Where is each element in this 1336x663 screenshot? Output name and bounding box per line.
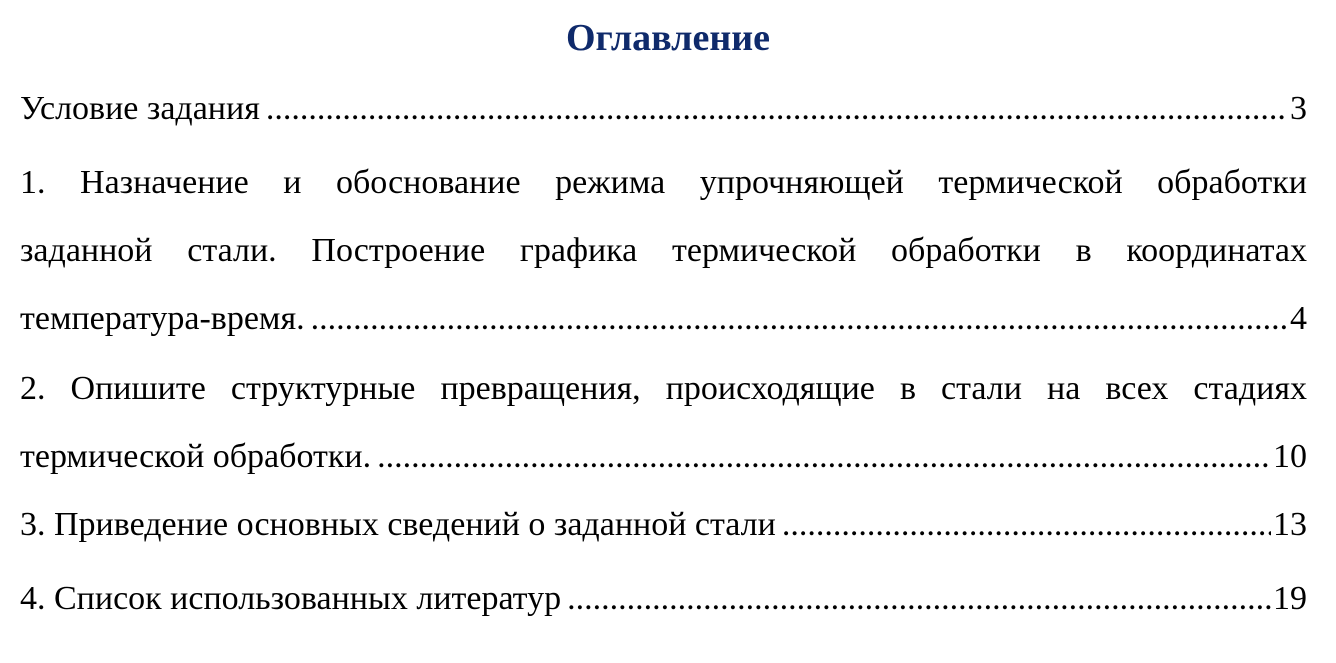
dot-leader: [311, 294, 1288, 344]
toc-entry-text: 3. Приведение основных сведений о заданной стали: [20, 506, 776, 543]
toc-entry-text: Условие задания: [20, 90, 260, 127]
toc-page-number: 19: [1273, 580, 1307, 617]
toc-page-number: 10: [1273, 438, 1307, 475]
dot-leader: [567, 574, 1271, 624]
toc-page-number: 3: [1290, 90, 1307, 127]
toc-title: Оглавление: [565, 17, 771, 59]
dot-leader: [377, 432, 1271, 482]
toc-page-number: 4: [1290, 300, 1307, 337]
dot-leader: [782, 500, 1271, 550]
toc-entry-text: 4. Список использованных литератур: [20, 580, 562, 617]
toc-entry-line[interactable]: 1. Назначение и обоснование режима упрочняющей термической обработки: [20, 164, 1307, 201]
toc-entry-condition[interactable]: [20, 84, 1307, 134]
dot-leader: [266, 84, 1288, 134]
toc-entry-text: температура-время.: [20, 300, 305, 337]
toc-entry-line[interactable]: заданной стали. Построение графика термической обработки в координатах: [20, 232, 1307, 269]
toc-entry-steel-info[interactable]: [20, 500, 1307, 550]
toc-entry-line[interactable]: 2. Опишите структурные превращения, происходящие в стали на всех стадиях: [20, 370, 1307, 407]
toc-entry-structural-transformations[interactable]: [20, 432, 1307, 482]
toc-entry-heat-treatment[interactable]: [20, 294, 1307, 344]
toc-page-number: 13: [1273, 506, 1307, 543]
toc-entry-text: термической обработки.: [20, 438, 372, 475]
toc-entry-references[interactable]: [20, 574, 1307, 624]
